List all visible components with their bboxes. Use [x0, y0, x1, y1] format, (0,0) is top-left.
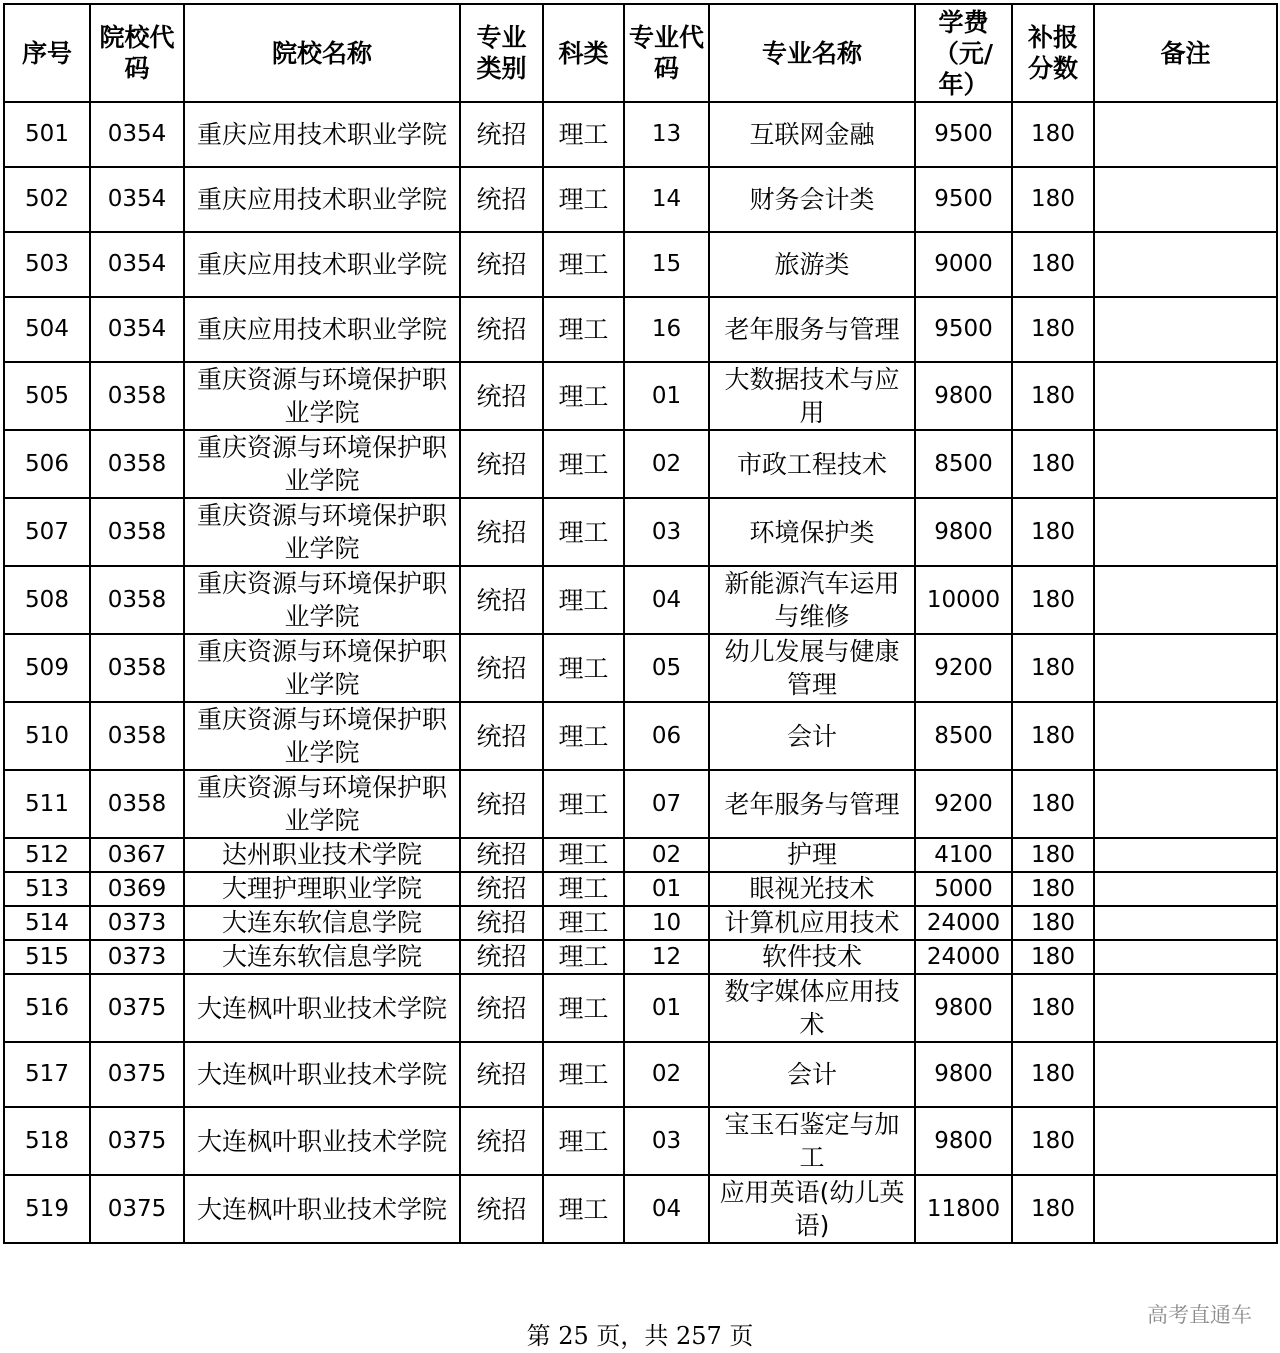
- cell-category: 统招: [460, 702, 543, 770]
- cell-seq: 512: [4, 838, 90, 872]
- table-row: [4, 770, 1277, 838]
- cell-school-name: 重庆应用技术职业学院: [184, 102, 460, 167]
- cell-score: 180: [1012, 232, 1094, 297]
- cell-subject: 理工: [543, 872, 624, 906]
- cell-subject: 理工: [543, 362, 624, 430]
- cell-school-name: 重庆资源与环境保护职业学院: [184, 498, 460, 566]
- cell-category: 统招: [460, 906, 543, 940]
- cell-major-code: 02: [624, 838, 709, 872]
- cell-major-code: 16: [624, 297, 709, 362]
- table-row: [4, 1042, 1277, 1107]
- cell-major-code: 02: [624, 1042, 709, 1107]
- cell-major-name: 应用英语(幼儿英语): [709, 1175, 915, 1243]
- cell-score: 180: [1012, 702, 1094, 770]
- cell-score: 180: [1012, 634, 1094, 702]
- table-row: [4, 1175, 1277, 1243]
- table-row: [4, 232, 1277, 297]
- header-school-code: 院校代码: [90, 4, 184, 102]
- cell-fee: 9200: [915, 770, 1012, 838]
- cell-note: [1094, 102, 1277, 167]
- cell-subject: 理工: [543, 430, 624, 498]
- cell-major-code: 06: [624, 702, 709, 770]
- cell-note: [1094, 940, 1277, 974]
- cell-subject: 理工: [543, 940, 624, 974]
- cell-fee: 4100: [915, 838, 1012, 872]
- cell-fee: 9800: [915, 498, 1012, 566]
- cell-school-code: 0358: [90, 702, 184, 770]
- cell-note: [1094, 872, 1277, 906]
- table-row: [4, 102, 1277, 167]
- cell-note: [1094, 430, 1277, 498]
- cell-seq: 511: [4, 770, 90, 838]
- cell-seq: 515: [4, 940, 90, 974]
- cell-school-name: 重庆资源与环境保护职业学院: [184, 430, 460, 498]
- cell-category: 统招: [460, 566, 543, 634]
- cell-score: 180: [1012, 1107, 1094, 1175]
- header-subject: 科类: [543, 4, 624, 102]
- cell-category: 统招: [460, 634, 543, 702]
- cell-seq: 504: [4, 297, 90, 362]
- cell-seq: 514: [4, 906, 90, 940]
- cell-note: [1094, 634, 1277, 702]
- cell-major-name: 会计: [709, 702, 915, 770]
- cell-note: [1094, 498, 1277, 566]
- cell-major-code: 10: [624, 906, 709, 940]
- cell-subject: 理工: [543, 702, 624, 770]
- cell-score: 180: [1012, 362, 1094, 430]
- cell-score: 180: [1012, 872, 1094, 906]
- cell-school-code: 0367: [90, 838, 184, 872]
- cell-major-name: 互联网金融: [709, 102, 915, 167]
- table-row: [4, 974, 1277, 1042]
- table-row: [4, 498, 1277, 566]
- cell-major-name: 幼儿发展与健康管理: [709, 634, 915, 702]
- admissions-table: [3, 3, 1278, 1244]
- cell-score: 180: [1012, 430, 1094, 498]
- cell-fee: 24000: [915, 906, 1012, 940]
- cell-score: 180: [1012, 566, 1094, 634]
- cell-seq: 516: [4, 974, 90, 1042]
- cell-school-name: 重庆应用技术职业学院: [184, 297, 460, 362]
- cell-major-name: 老年服务与管理: [709, 770, 915, 838]
- cell-major-code: 13: [624, 102, 709, 167]
- cell-seq: 510: [4, 702, 90, 770]
- cell-subject: 理工: [543, 297, 624, 362]
- cell-subject: 理工: [543, 1042, 624, 1107]
- cell-seq: 503: [4, 232, 90, 297]
- page-footer: 第 25 页，共 257 页: [526, 1322, 754, 1350]
- cell-fee: 10000: [915, 566, 1012, 634]
- cell-seq: 505: [4, 362, 90, 430]
- cell-school-code: 0358: [90, 498, 184, 566]
- cell-note: [1094, 297, 1277, 362]
- cell-school-code: 0375: [90, 1042, 184, 1107]
- header-category: 专业类别: [460, 4, 543, 102]
- header-fee: 学费（元/年）: [915, 4, 1012, 102]
- cell-major-code: 01: [624, 362, 709, 430]
- cell-school-code: 0354: [90, 102, 184, 167]
- cell-note: [1094, 906, 1277, 940]
- table-row: [4, 566, 1277, 634]
- cell-category: 统招: [460, 1107, 543, 1175]
- cell-seq: 506: [4, 430, 90, 498]
- cell-school-name: 重庆资源与环境保护职业学院: [184, 362, 460, 430]
- cell-seq: 502: [4, 167, 90, 232]
- table-row: [4, 702, 1277, 770]
- cell-school-code: 0354: [90, 297, 184, 362]
- cell-school-code: 0358: [90, 770, 184, 838]
- cell-school-code: 0358: [90, 634, 184, 702]
- cell-subject: 理工: [543, 1175, 624, 1243]
- watermark: 高考直通车: [1147, 1303, 1252, 1327]
- header-seq: 序号: [4, 4, 90, 102]
- cell-major-code: 01: [624, 872, 709, 906]
- cell-school-name: 重庆资源与环境保护职业学院: [184, 702, 460, 770]
- cell-category: 统招: [460, 297, 543, 362]
- cell-seq: 507: [4, 498, 90, 566]
- cell-major-name: 环境保护类: [709, 498, 915, 566]
- cell-fee: 9500: [915, 297, 1012, 362]
- cell-note: [1094, 1107, 1277, 1175]
- cell-school-code: 0373: [90, 940, 184, 974]
- cell-major-name: 市政工程技术: [709, 430, 915, 498]
- cell-note: [1094, 1042, 1277, 1107]
- cell-major-code: 07: [624, 770, 709, 838]
- cell-note: [1094, 566, 1277, 634]
- cell-score: 180: [1012, 297, 1094, 362]
- header-major-code: 专业代码: [624, 4, 709, 102]
- cell-seq: 519: [4, 1175, 90, 1243]
- cell-seq: 513: [4, 872, 90, 906]
- cell-score: 180: [1012, 940, 1094, 974]
- cell-school-name: 重庆应用技术职业学院: [184, 232, 460, 297]
- cell-category: 统招: [460, 838, 543, 872]
- cell-major-code: 14: [624, 167, 709, 232]
- cell-category: 统招: [460, 232, 543, 297]
- cell-subject: 理工: [543, 1107, 624, 1175]
- cell-score: 180: [1012, 974, 1094, 1042]
- cell-major-code: 15: [624, 232, 709, 297]
- cell-subject: 理工: [543, 634, 624, 702]
- cell-fee: 8500: [915, 702, 1012, 770]
- cell-school-name: 重庆资源与环境保护职业学院: [184, 566, 460, 634]
- cell-school-code: 0354: [90, 167, 184, 232]
- cell-fee: 24000: [915, 940, 1012, 974]
- cell-subject: 理工: [543, 102, 624, 167]
- cell-school-name: 大连枫叶职业技术学院: [184, 1175, 460, 1243]
- cell-subject: 理工: [543, 167, 624, 232]
- cell-category: 统招: [460, 940, 543, 974]
- cell-note: [1094, 974, 1277, 1042]
- cell-fee: 9500: [915, 167, 1012, 232]
- header-note: 备注: [1094, 4, 1277, 102]
- cell-school-name: 大连枫叶职业技术学院: [184, 974, 460, 1042]
- cell-fee: 9800: [915, 974, 1012, 1042]
- cell-major-name: 眼视光技术: [709, 872, 915, 906]
- table-row: [4, 297, 1277, 362]
- cell-category: 统招: [460, 362, 543, 430]
- cell-school-code: 0375: [90, 1175, 184, 1243]
- table-body: [4, 102, 1277, 1243]
- cell-school-name: 大连枫叶职业技术学院: [184, 1042, 460, 1107]
- cell-score: 180: [1012, 906, 1094, 940]
- cell-category: 统招: [460, 102, 543, 167]
- cell-school-code: 0375: [90, 1107, 184, 1175]
- cell-category: 统招: [460, 1042, 543, 1107]
- cell-note: [1094, 702, 1277, 770]
- cell-category: 统招: [460, 770, 543, 838]
- cell-seq: 517: [4, 1042, 90, 1107]
- cell-subject: 理工: [543, 974, 624, 1042]
- cell-school-name: 大连东软信息学院: [184, 906, 460, 940]
- cell-major-name: 软件技术: [709, 940, 915, 974]
- cell-score: 180: [1012, 1175, 1094, 1243]
- cell-major-name: 老年服务与管理: [709, 297, 915, 362]
- cell-fee: 11800: [915, 1175, 1012, 1243]
- cell-major-code: 01: [624, 974, 709, 1042]
- cell-school-code: 0358: [90, 362, 184, 430]
- cell-category: 统招: [460, 1175, 543, 1243]
- cell-category: 统招: [460, 498, 543, 566]
- cell-major-name: 财务会计类: [709, 167, 915, 232]
- cell-school-code: 0358: [90, 430, 184, 498]
- cell-fee: 9800: [915, 1042, 1012, 1107]
- table-row: [4, 940, 1277, 974]
- cell-note: [1094, 1175, 1277, 1243]
- cell-fee: 8500: [915, 430, 1012, 498]
- cell-category: 统招: [460, 167, 543, 232]
- cell-subject: 理工: [543, 566, 624, 634]
- cell-category: 统招: [460, 872, 543, 906]
- cell-school-name: 重庆应用技术职业学院: [184, 167, 460, 232]
- cell-score: 180: [1012, 838, 1094, 872]
- table-row: [4, 167, 1277, 232]
- table-row: [4, 634, 1277, 702]
- cell-fee: 9800: [915, 1107, 1012, 1175]
- cell-school-code: 0354: [90, 232, 184, 297]
- cell-seq: 508: [4, 566, 90, 634]
- cell-note: [1094, 362, 1277, 430]
- cell-school-name: 大理护理职业学院: [184, 872, 460, 906]
- cell-major-name: 计算机应用技术: [709, 906, 915, 940]
- cell-fee: 9500: [915, 102, 1012, 167]
- header-school-name: 院校名称: [184, 4, 460, 102]
- cell-major-code: 04: [624, 1175, 709, 1243]
- cell-category: 统招: [460, 974, 543, 1042]
- cell-fee: 9000: [915, 232, 1012, 297]
- header-score: 补报分数: [1012, 4, 1094, 102]
- table-row: [4, 1107, 1277, 1175]
- header-row: [4, 4, 1277, 102]
- cell-major-name: 数字媒体应用技术: [709, 974, 915, 1042]
- cell-school-name: 达州职业技术学院: [184, 838, 460, 872]
- cell-school-name: 大连枫叶职业技术学院: [184, 1107, 460, 1175]
- cell-major-code: 02: [624, 430, 709, 498]
- cell-school-name: 大连东软信息学院: [184, 940, 460, 974]
- table-row: [4, 430, 1277, 498]
- cell-school-code: 0369: [90, 872, 184, 906]
- cell-note: [1094, 232, 1277, 297]
- cell-major-code: 12: [624, 940, 709, 974]
- header-major-name: 专业名称: [709, 4, 915, 102]
- cell-note: [1094, 838, 1277, 872]
- cell-category: 统招: [460, 430, 543, 498]
- cell-fee: 9200: [915, 634, 1012, 702]
- cell-fee: 5000: [915, 872, 1012, 906]
- cell-major-name: 旅游类: [709, 232, 915, 297]
- table-row: [4, 838, 1277, 872]
- cell-subject: 理工: [543, 498, 624, 566]
- table-row: [4, 362, 1277, 430]
- cell-major-name: 护理: [709, 838, 915, 872]
- cell-major-name: 会计: [709, 1042, 915, 1107]
- cell-seq: 509: [4, 634, 90, 702]
- cell-school-name: 重庆资源与环境保护职业学院: [184, 770, 460, 838]
- cell-score: 180: [1012, 770, 1094, 838]
- cell-major-name: 大数据技术与应用: [709, 362, 915, 430]
- cell-school-name: 重庆资源与环境保护职业学院: [184, 634, 460, 702]
- cell-major-code: 03: [624, 1107, 709, 1175]
- cell-major-code: 04: [624, 566, 709, 634]
- cell-note: [1094, 770, 1277, 838]
- cell-score: 180: [1012, 167, 1094, 232]
- cell-school-code: 0358: [90, 566, 184, 634]
- cell-school-code: 0373: [90, 906, 184, 940]
- cell-major-name: 宝玉石鉴定与加工: [709, 1107, 915, 1175]
- cell-note: [1094, 167, 1277, 232]
- cell-subject: 理工: [543, 906, 624, 940]
- table-row: [4, 872, 1277, 906]
- cell-subject: 理工: [543, 770, 624, 838]
- cell-seq: 501: [4, 102, 90, 167]
- cell-fee: 9800: [915, 362, 1012, 430]
- cell-seq: 518: [4, 1107, 90, 1175]
- cell-major-code: 03: [624, 498, 709, 566]
- cell-major-code: 05: [624, 634, 709, 702]
- cell-score: 180: [1012, 102, 1094, 167]
- cell-score: 180: [1012, 1042, 1094, 1107]
- cell-school-code: 0375: [90, 974, 184, 1042]
- cell-score: 180: [1012, 498, 1094, 566]
- cell-subject: 理工: [543, 232, 624, 297]
- table-row: [4, 906, 1277, 940]
- cell-subject: 理工: [543, 838, 624, 872]
- cell-major-name: 新能源汽车运用与维修: [709, 566, 915, 634]
